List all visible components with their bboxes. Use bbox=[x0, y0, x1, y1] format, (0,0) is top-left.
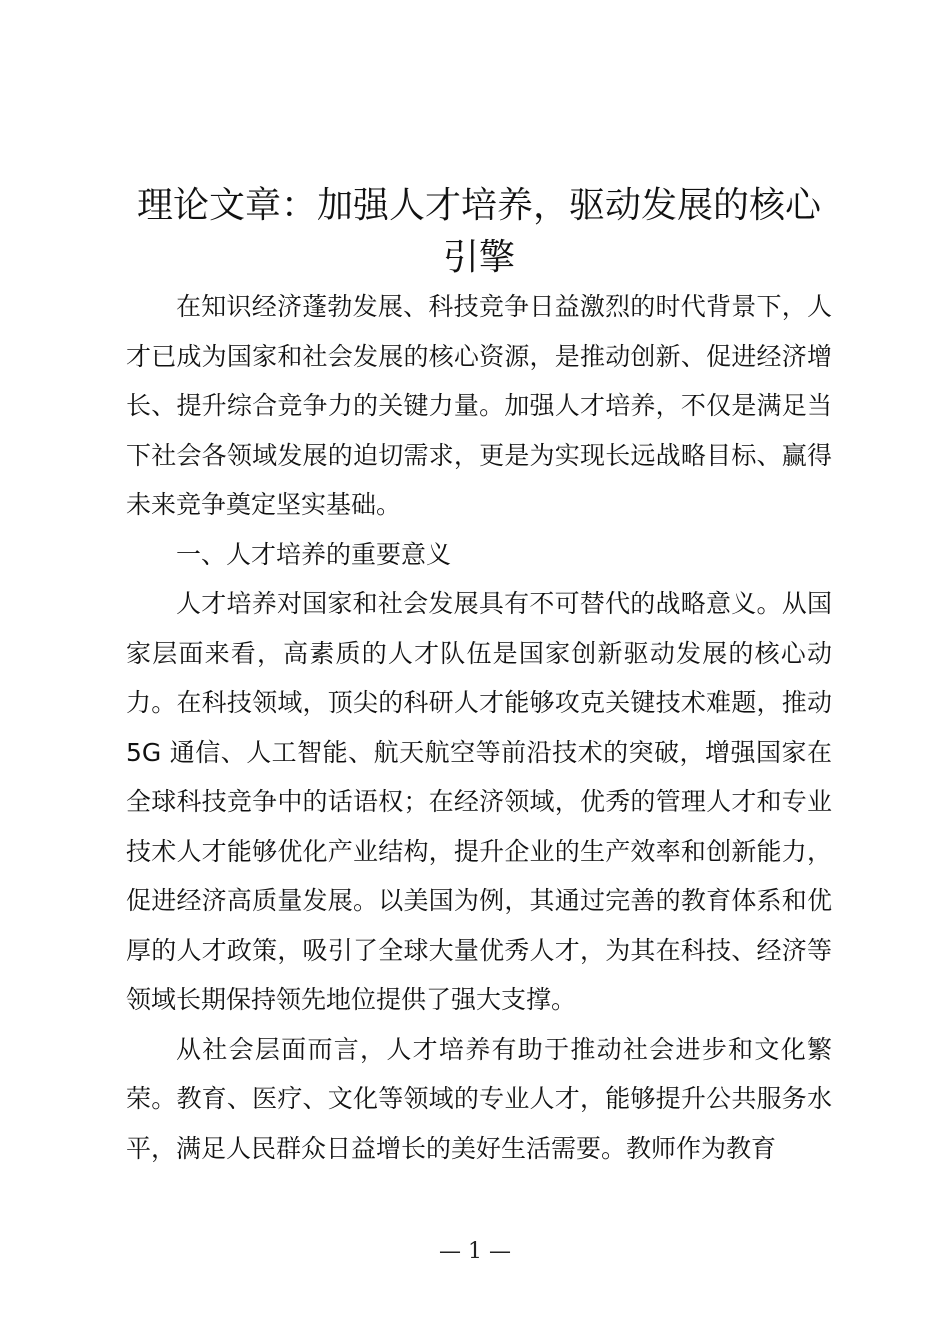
page-number: — 1 — bbox=[439, 1239, 511, 1264]
paragraph-national-level: 人才培养对国家和社会发展具有不可替代的战略意义。从国家层面来看，高素质的人才队伍是国家创新驱动发展的核心动力。在科技领域，顶尖的科研人才能够攻克关键技术难题，推动 5G 通信、人工智能、航天航空等前沿技术的突破，增强国家在全球科技竞争中的话语权；在经济领域，优秀的管理人才和专业技术人才能够优化产业结构，提升企业的生产效率和创新能力，促进经济高质量发展。以美国为例，其通过完善的教育体系和优厚的人才政策，吸引了全球大量优秀人才，为其在科技、经济等领域长期保持领先地位提供了强大支撑。 bbox=[126, 589, 832, 1014]
paragraph-intro: 在知识经济蓬勃发展、科技竞争日益激烈的时代背景下，人才已成为国家和社会发展的核心资源，是推动创新、促进经济增长、提升综合竞争力的关键力量。加强人才培养，不仅是满足当下社会各领域发展的迫切需求，更是为实现长远战略目标、赢得未来竞争奠定坚实基础。 bbox=[126, 292, 832, 519]
document-body bbox=[126, 282, 832, 1173]
document-title: 理论文章：加强人才培养，驱动发展的核心引擎 bbox=[136, 185, 821, 278]
paragraph-social-level: 从社会层面而言，人才培养有助于推动社会进步和文化繁荣。教育、医疗、文化等领域的专业人才，能够提升公共服务水平，满足人民群众日益增长的美好生活需要。教师作为教育 bbox=[126, 1034, 832, 1163]
section-heading: 一、人才培养的重要意义 bbox=[176, 539, 452, 569]
